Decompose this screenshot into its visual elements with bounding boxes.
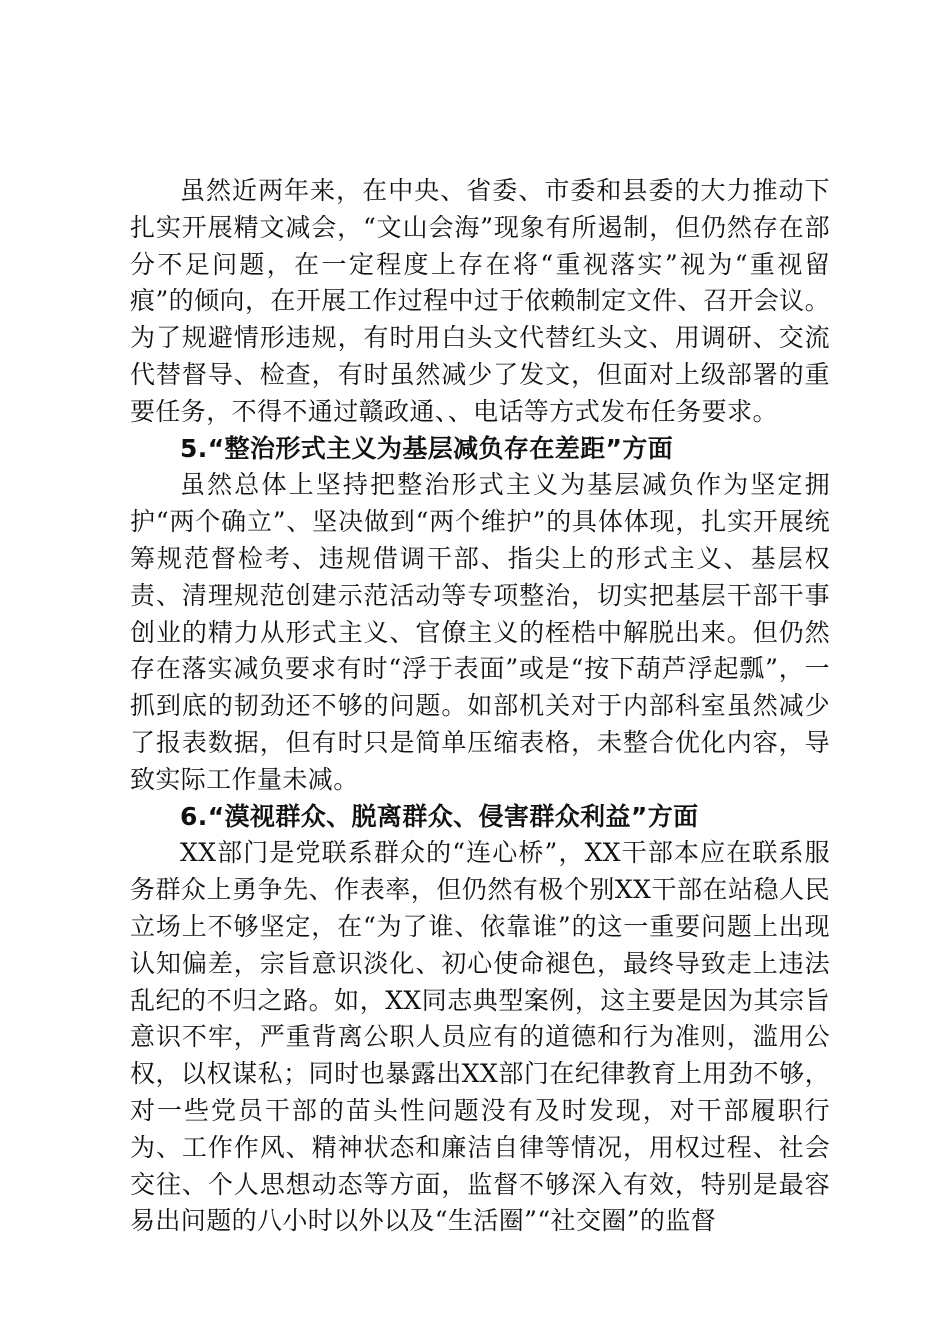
document-body bbox=[130, 173, 830, 1240]
section-heading-6: 6.“漠视群众、脱离群众、侵害群众利益”方面 bbox=[180, 801, 699, 831]
paragraph-2: 虽然总体上坚持把整治形式主义为基层减负作为坚定拥护“两个确立”、坚决做到“两个维护”的具体体现，扎实开展统筹规范督检考、违规借调干部、指尖上的形式主义、基层权责、清理规范创建示范活动等专项整治，切实把基层干部干事创业的精力从形式主义、官僚主义的桎梏中解脱出来。但仍然存在落实减负要求有时“浮于表面”或是“按下葫芦浮起瓢”，一抓到底的韧劲还不够的问题。如部机关对于内部科室虽然减少了报表数据，但有时只是简单压缩表格，未整合优化内容，导致实际工作量未减。 bbox=[130, 470, 830, 794]
paragraph-1: 虽然近两年来，在中央、省委、市委和县委的大力推动下扎实开展精文减会，“文山会海”现象有所遏制，但仍然存在部分不足问题，在一定程度上存在将“重视落实”视为“重视留痕”的倾向，在开展工作过程中过于依赖制定文件、召开会议。为了规避情形违规，有时用白头文代替红头文、用调研、交流代替督导、检查，有时虽然减少了发文，但面对上级部署的重要任务，不得不通过赣政通、、电话等方式发布任务要求。 bbox=[130, 176, 830, 426]
section-heading-5: 5.“整治形式主义为基层减负存在差距”方面 bbox=[180, 433, 674, 463]
paragraph-3: XX部门是党联系群众的“连心桥”，XX干部本应在联系服务群众上勇争先、作表率，但仍然有极个别XX干部在站稳人民立场上不够坚定，在“为了谁、依靠谁”的这一重要问题上出现认知偏差，宗旨意识淡化、初心使命褪色，最终导致走上违法乱纪的不归之路。如，XX同志典型案例，这主要是因为其宗旨意识不牢，严重背离公职人员应有的道德和行为准则，滥用公权，以权谋私；同时也暴露出XX部门在纪律教育上用劲不够，对一些党员干部的苗头性问题没有及时发现，对干部履职行为、工作作风、精神状态和廉洁自律等情况，用权过程、社会交往、个人思想动态等方面，监督不够深入有效，特别是最容易出问题的八小时以外以及“生活圈”“社交圈”的监督 bbox=[130, 838, 830, 1236]
